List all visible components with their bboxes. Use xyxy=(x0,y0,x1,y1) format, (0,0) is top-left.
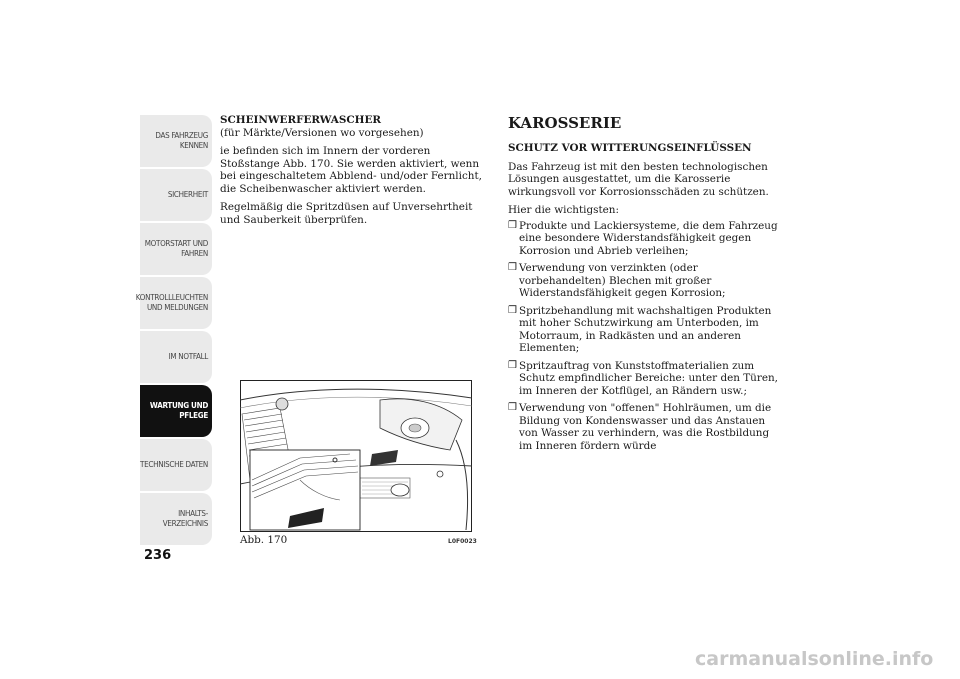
section-subheading: (für Märkte/Versionen wo vorgesehen) xyxy=(220,126,424,139)
section-heading-scheinwerferwascher: SCHEINWERFERWASCHER xyxy=(220,114,382,126)
bullet-box-icon: ❒ xyxy=(508,359,517,371)
tab-technische-daten[interactable]: TECHNISCHE DATEN xyxy=(140,439,212,491)
chapter-title: KAROSSERIE xyxy=(508,114,622,132)
list-item: ❒ Verwendung von "offenen" Hohlräumen, um die Bildung von Kondenswasser und das Anstauen von Wasser zu verhindern, was die Rostbildung im Inneren fördern würde xyxy=(508,402,772,452)
paragraph: ie befinden sich im Innern der vorderen Stoßstange Abb. 170. Sie werden aktiviert, wenn bei eingeschaltetem Abblend- und/oder Fernlicht, die Scheibenwascher aktiviert werden. xyxy=(220,145,482,195)
intro-paragraph: Das Fahrzeug ist mit den besten technologischen Lösungen ausgestattet, um die Karosserie wirkungsvoll vor Korrosionsschäden zu schützen. xyxy=(508,160,769,198)
paragraph: Regelmäßig die Spritzdüsen auf Unversehrtheit und Sauberkeit überprüfen. xyxy=(220,201,473,226)
figure-code: L0F0023 xyxy=(448,538,477,545)
tab-im-notfall[interactable]: IM NOTFALL xyxy=(140,331,212,383)
watermark: carmanualsonline.info xyxy=(695,648,934,670)
bullet-box-icon: ❒ xyxy=(508,219,517,231)
tab-sicherheit[interactable]: SICHERHEIT xyxy=(140,169,212,221)
list-item: ❒ Produkte und Lackiersysteme, die dem Fahrzeug eine besondere Widerstandsfähigkeit gegen Korrosion und Abrieb verleihen; xyxy=(508,219,778,257)
right-column xyxy=(508,114,784,457)
bullet-box-icon: ❒ xyxy=(508,262,517,273)
section-heading-schutz: SCHUTZ VOR WITTERUNGSEINFLÜSSEN xyxy=(508,142,752,154)
bullet-box-icon: ❒ xyxy=(508,402,517,413)
bullet-box-icon: ❒ xyxy=(508,304,517,316)
tab-inhaltsverzeichnis[interactable]: INHALTS- VERZEICHNIS xyxy=(140,493,212,545)
figure-caption: Abb. 170 xyxy=(240,534,288,546)
protection-list xyxy=(508,220,784,453)
list-item: ❒ Spritzauftrag von Kunststoffmaterialien zum Schutz empfindlicher Bereiche: unter den Türen, im Inneren der Kotflügel, an Rändern usw.; xyxy=(508,359,778,397)
left-column xyxy=(220,114,492,232)
figure-front-bumper-illustration xyxy=(240,380,472,532)
tab-wartung-und-pflege[interactable]: WARTUNG UND PFLEGE xyxy=(140,385,212,437)
tab-motorstart-und-fahren[interactable]: MOTORSTART UND FAHREN xyxy=(140,223,212,275)
tab-kontrollleuchten[interactable]: KONTROLLLEUCHTEN UND MELDUNGEN xyxy=(140,277,212,329)
page-number: 236 xyxy=(144,548,172,563)
list-intro: Hier die wichtigsten: xyxy=(508,204,619,216)
tab-das-fahrzeug-kennen[interactable]: DAS FAHRZEUG KENNEN xyxy=(140,115,212,167)
list-item: ❒ Spritzbehandlung mit wachshaltigen Produkten mit hoher Schutzwirkung am Unterboden, im Motorraum, in Radkästen und an anderen Elementen; xyxy=(508,304,772,354)
list-item: ❒ Verwendung von verzinkten (oder vorbehandelten) Blechen mit großer Widerstandsfähigkeit gegen Korrosion; xyxy=(508,262,726,299)
